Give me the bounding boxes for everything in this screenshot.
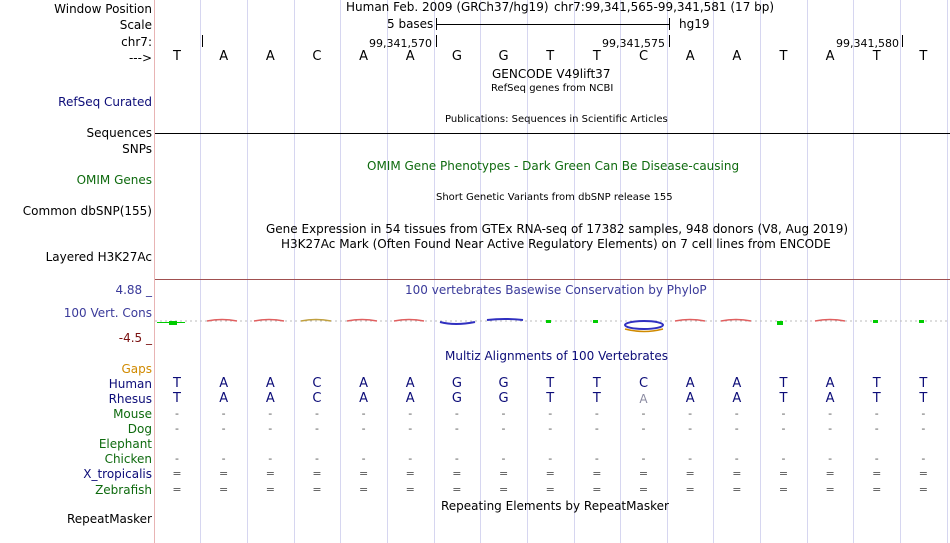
omim-genes-label[interactable]: OMIM Genes bbox=[76, 173, 152, 187]
phylop-description: 100 vertebrates Basewise Conservation by PhyloP bbox=[405, 283, 707, 297]
base-gridline bbox=[620, 0, 621, 543]
base-gridline bbox=[387, 0, 388, 543]
aligned-base: T bbox=[779, 376, 788, 391]
aligned-base: C bbox=[312, 391, 322, 406]
base-gridline bbox=[807, 0, 808, 543]
aligned-base: A bbox=[359, 376, 369, 391]
alignment-gap-symbol: - bbox=[175, 407, 179, 420]
alignment-gap-symbol: - bbox=[314, 407, 319, 420]
alignment-gap-symbol: = bbox=[638, 483, 649, 496]
alignment-gap-symbol: - bbox=[221, 407, 226, 420]
alignment-gap-symbol: - bbox=[361, 452, 366, 465]
alignment-gap-symbol: = bbox=[219, 467, 229, 480]
scale-bar-right-tick bbox=[669, 18, 670, 30]
alignment-gap-symbol: = bbox=[872, 467, 882, 480]
conservation-separator-line bbox=[155, 279, 950, 280]
alignment-gap-symbol: = bbox=[732, 483, 742, 496]
alignment-gap-symbol: = bbox=[545, 467, 555, 480]
scale-label: Scale bbox=[119, 18, 152, 32]
alignment-gap-symbol: = bbox=[172, 467, 182, 480]
alignment-gap-symbol: - bbox=[688, 452, 693, 465]
base-gridline bbox=[667, 0, 668, 543]
alignment-gap-symbol: - bbox=[828, 422, 833, 435]
multiz-description: Multiz Alignments of 100 Vertebrates bbox=[445, 349, 669, 363]
aligned-base: G bbox=[451, 391, 462, 406]
base-gridline bbox=[434, 0, 435, 543]
alignment-gap-symbol: - bbox=[874, 407, 879, 420]
aligned-base: A bbox=[685, 391, 695, 406]
alignment-gap-symbol: = bbox=[172, 483, 182, 496]
aligned-base: A bbox=[359, 391, 369, 406]
gtex-description: Gene Expression in 54 tissues from GTEx RNA-seq of 17382 samples, 948 donors (V8, Aug 2019) bbox=[266, 222, 849, 236]
reference-base: T bbox=[173, 49, 181, 64]
phylop-conservation-plot bbox=[155, 312, 950, 336]
alignment-gap-symbol: = bbox=[312, 483, 322, 496]
ruler-tick bbox=[202, 35, 203, 47]
alignment-gap-symbol: = bbox=[732, 467, 742, 480]
scale-bar bbox=[436, 24, 669, 25]
reference-base: A bbox=[359, 49, 369, 64]
window-position-label: Window Position bbox=[54, 2, 152, 16]
base-gridline bbox=[900, 0, 901, 543]
aligned-base: T bbox=[173, 391, 181, 406]
refseq-curated-label[interactable]: RefSeq Curated bbox=[58, 95, 152, 109]
aligned-base: T bbox=[592, 391, 601, 406]
alignment-gap-symbol: = bbox=[592, 467, 602, 480]
alignment-gap-symbol: - bbox=[501, 407, 506, 420]
alignment-gap-symbol: - bbox=[314, 452, 319, 465]
alignment-gap-symbol: - bbox=[641, 422, 646, 435]
omim-description: OMIM Gene Phenotypes - Dark Green Can Be Disease-causing bbox=[367, 159, 740, 173]
aligned-base: A bbox=[732, 391, 742, 406]
alignment-gap-symbol: - bbox=[361, 422, 366, 435]
ruler-tick bbox=[669, 35, 670, 47]
alignment-gap-symbol: = bbox=[498, 483, 509, 496]
phylop-max-value: 4.88 _ bbox=[115, 283, 152, 297]
publications-description: Publications: Sequences in Scientific Articles bbox=[445, 114, 668, 125]
alignment-gap-symbol: - bbox=[828, 407, 833, 420]
alignment-gap-symbol: = bbox=[265, 483, 275, 496]
phylop-min-value: -4.5 _ bbox=[118, 331, 152, 345]
alignment-gap-symbol: - bbox=[641, 452, 646, 465]
scale-text: 5 bases bbox=[387, 17, 434, 31]
alignment-gap-symbol: = bbox=[825, 467, 835, 480]
alignment-gap-symbol: - bbox=[828, 452, 833, 465]
alignment-gap-symbol: = bbox=[452, 467, 462, 480]
repeatmasker-description: Repeating Elements by RepeatMasker bbox=[441, 499, 669, 513]
alignment-gap-symbol: - bbox=[268, 452, 273, 465]
base-gridline bbox=[853, 0, 854, 543]
aligned-base: T bbox=[546, 391, 555, 406]
alignment-gap-symbol: - bbox=[314, 422, 319, 435]
aligned-base: A bbox=[825, 376, 835, 391]
species-label[interactable]: Rhesus bbox=[108, 392, 152, 406]
aligned-base: A bbox=[639, 392, 648, 406]
alignment-gap-symbol: = bbox=[872, 483, 882, 496]
common-dbsnp-label[interactable]: Common dbSNP(155) bbox=[22, 204, 152, 218]
alignment-gap-symbol: = bbox=[638, 467, 649, 480]
sequences-label[interactable]: Sequences bbox=[86, 126, 152, 140]
alignment-gap-symbol: = bbox=[592, 483, 602, 496]
alignment-gap-symbol: - bbox=[501, 452, 506, 465]
base-gridline bbox=[294, 0, 295, 543]
aligned-base: G bbox=[451, 376, 462, 391]
alignment-gap-symbol: = bbox=[452, 483, 462, 496]
alignment-gap-symbol: = bbox=[918, 467, 928, 480]
reference-base: C bbox=[638, 49, 649, 64]
aligned-base: A bbox=[405, 376, 415, 391]
repeatmasker-label[interactable]: RepeatMasker bbox=[66, 512, 152, 526]
aligned-base: A bbox=[219, 376, 229, 391]
species-label[interactable]: Elephant bbox=[98, 437, 152, 451]
alignment-gap-symbol: = bbox=[498, 467, 509, 480]
alignment-gap-symbol: = bbox=[405, 483, 415, 496]
aligned-base: T bbox=[173, 376, 181, 391]
reference-base: A bbox=[219, 49, 229, 64]
alignment-gap-symbol: - bbox=[594, 407, 599, 420]
base-gridline bbox=[247, 0, 248, 543]
alignment-gap-symbol: - bbox=[548, 407, 553, 420]
reference-base: T bbox=[872, 49, 881, 64]
alignment-gap-symbol: - bbox=[594, 422, 599, 435]
scale-db: hg19 bbox=[679, 17, 710, 31]
alignment-gap-symbol: - bbox=[734, 422, 739, 435]
layered-h3k27ac-label[interactable]: Layered H3K27Ac bbox=[45, 250, 152, 264]
aligned-base: G bbox=[498, 376, 509, 391]
reference-base: A bbox=[265, 49, 275, 64]
base-gridline bbox=[713, 0, 714, 543]
alignment-gap-symbol: - bbox=[501, 422, 506, 435]
h3k27ac-description: H3K27Ac Mark (Often Found Near Active Regulatory Elements) on 7 cell lines from ENCODE bbox=[281, 237, 831, 251]
base-gridline bbox=[760, 0, 761, 543]
alignment-gap-symbol: - bbox=[734, 407, 739, 420]
reference-base: A bbox=[732, 49, 742, 64]
chrom-label: chr7: bbox=[121, 35, 152, 49]
assembly-title: Human Feb. 2009 (GRCh37/hg19) bbox=[346, 0, 549, 14]
alignment-gap-symbol: - bbox=[688, 407, 693, 420]
base-gridline bbox=[480, 0, 481, 543]
gaps-label[interactable]: Gaps bbox=[121, 362, 152, 376]
alignment-gap-symbol: = bbox=[312, 467, 322, 480]
alignment-gap-symbol: - bbox=[268, 422, 273, 435]
coord-tick-label: 99,341,570 bbox=[369, 37, 432, 50]
aligned-base: T bbox=[872, 391, 881, 406]
aligned-base: A bbox=[405, 391, 415, 406]
aligned-base: T bbox=[779, 391, 788, 406]
reference-base: T bbox=[919, 49, 928, 64]
alignment-gap-symbol: - bbox=[175, 422, 179, 435]
alignment-gap-symbol: - bbox=[454, 422, 459, 435]
alignment-gap-symbol: - bbox=[361, 407, 366, 420]
aligned-base: T bbox=[919, 391, 928, 406]
alignment-gap-symbol: - bbox=[921, 422, 926, 435]
aligned-base: T bbox=[546, 376, 555, 391]
refseq-description: RefSeq genes from NCBI bbox=[491, 83, 614, 94]
alignment-gap-symbol: = bbox=[405, 467, 415, 480]
species-label[interactable]: X_tropicalis bbox=[83, 467, 152, 481]
species-label[interactable]: Chicken bbox=[104, 452, 152, 466]
alignment-gap-symbol: - bbox=[781, 407, 786, 420]
species-label[interactable]: Zebrafish bbox=[95, 483, 152, 497]
alignment-gap-symbol: - bbox=[268, 407, 273, 420]
alignment-gap-symbol: - bbox=[874, 422, 879, 435]
alignment-gap-symbol: = bbox=[358, 483, 369, 496]
alignment-gap-symbol: = bbox=[358, 467, 369, 480]
reference-base: T bbox=[779, 49, 788, 64]
aligned-base: C bbox=[638, 376, 649, 391]
alignment-gap-symbol: - bbox=[921, 452, 926, 465]
alignment-gap-symbol: - bbox=[594, 452, 599, 465]
alignment-gap-symbol: = bbox=[265, 467, 275, 480]
alignment-gap-symbol: - bbox=[734, 452, 739, 465]
alignment-gap-symbol: - bbox=[454, 407, 459, 420]
aligned-base: A bbox=[265, 391, 275, 406]
alignment-gap-symbol: - bbox=[641, 407, 646, 420]
alignment-gap-symbol: = bbox=[918, 483, 928, 496]
reference-base: C bbox=[312, 49, 322, 64]
species-label[interactable]: Human bbox=[108, 377, 152, 391]
aligned-base: C bbox=[312, 376, 322, 391]
species-label[interactable]: Mouse bbox=[113, 407, 152, 421]
aligned-base: G bbox=[498, 391, 509, 406]
alignment-gap-symbol: = bbox=[778, 467, 789, 480]
species-label[interactable]: Dog bbox=[127, 422, 152, 436]
reference-base: T bbox=[592, 49, 601, 64]
alignment-gap-symbol: = bbox=[685, 483, 695, 496]
alignment-gap-symbol: = bbox=[545, 483, 555, 496]
aligned-base: T bbox=[919, 376, 928, 391]
reference-base: G bbox=[498, 49, 509, 64]
gencode-track-title[interactable]: GENCODE V49lift37 bbox=[492, 67, 611, 81]
base-gridline bbox=[340, 0, 341, 543]
reference-base: A bbox=[685, 49, 695, 64]
position-range: chr7:99,341,565-99,341,581 (17 bp) bbox=[554, 0, 775, 14]
alignment-gap-symbol: - bbox=[921, 407, 926, 420]
base-gridline bbox=[200, 0, 201, 543]
alignment-gap-symbol: - bbox=[408, 422, 413, 435]
dbsnp-description: Short Genetic Variants from dbSNP release 155 bbox=[436, 192, 673, 203]
alignment-gap-symbol: - bbox=[781, 452, 786, 465]
snps-label[interactable]: SNPs bbox=[122, 142, 152, 156]
alignment-gap-symbol: - bbox=[874, 452, 879, 465]
alignment-gap-symbol: = bbox=[219, 483, 229, 496]
alignment-gap-symbol: - bbox=[548, 422, 553, 435]
vert-cons-label[interactable]: 100 Vert. Cons bbox=[63, 306, 152, 320]
alignment-gap-symbol: = bbox=[825, 483, 835, 496]
alignment-gap-symbol: - bbox=[408, 452, 413, 465]
strand-direction-label[interactable]: ---> bbox=[128, 51, 152, 65]
alignment-gap-symbol: - bbox=[408, 407, 413, 420]
reference-base: G bbox=[451, 49, 462, 64]
base-gridline bbox=[947, 0, 948, 543]
ruler-tick bbox=[436, 35, 437, 47]
alignment-gap-symbol: - bbox=[548, 452, 553, 465]
alignment-gap-symbol: - bbox=[688, 422, 693, 435]
ruler-tick bbox=[902, 35, 903, 47]
alignment-gap-symbol: - bbox=[454, 452, 459, 465]
reference-base: A bbox=[405, 49, 415, 64]
coord-tick-label: 99,341,575 bbox=[602, 37, 665, 50]
alignment-gap-symbol: - bbox=[221, 422, 226, 435]
aligned-base: A bbox=[732, 376, 742, 391]
reference-base: A bbox=[825, 49, 835, 64]
side-label-divider bbox=[154, 0, 155, 543]
alignment-gap-symbol: - bbox=[175, 452, 179, 465]
aligned-base: T bbox=[592, 376, 601, 391]
aligned-base: A bbox=[265, 376, 275, 391]
aligned-base: A bbox=[685, 376, 695, 391]
alignment-gap-symbol: = bbox=[778, 483, 789, 496]
alignment-gap-symbol: - bbox=[221, 452, 226, 465]
aligned-base: A bbox=[825, 391, 835, 406]
alignment-gap-symbol: - bbox=[781, 422, 786, 435]
aligned-base: T bbox=[872, 376, 881, 391]
reference-base: T bbox=[546, 49, 555, 64]
aligned-base: A bbox=[219, 391, 229, 406]
alignment-gap-symbol: = bbox=[685, 467, 695, 480]
coord-tick-label: 99,341,580 bbox=[836, 37, 899, 50]
sequences-separator-line bbox=[155, 133, 950, 134]
